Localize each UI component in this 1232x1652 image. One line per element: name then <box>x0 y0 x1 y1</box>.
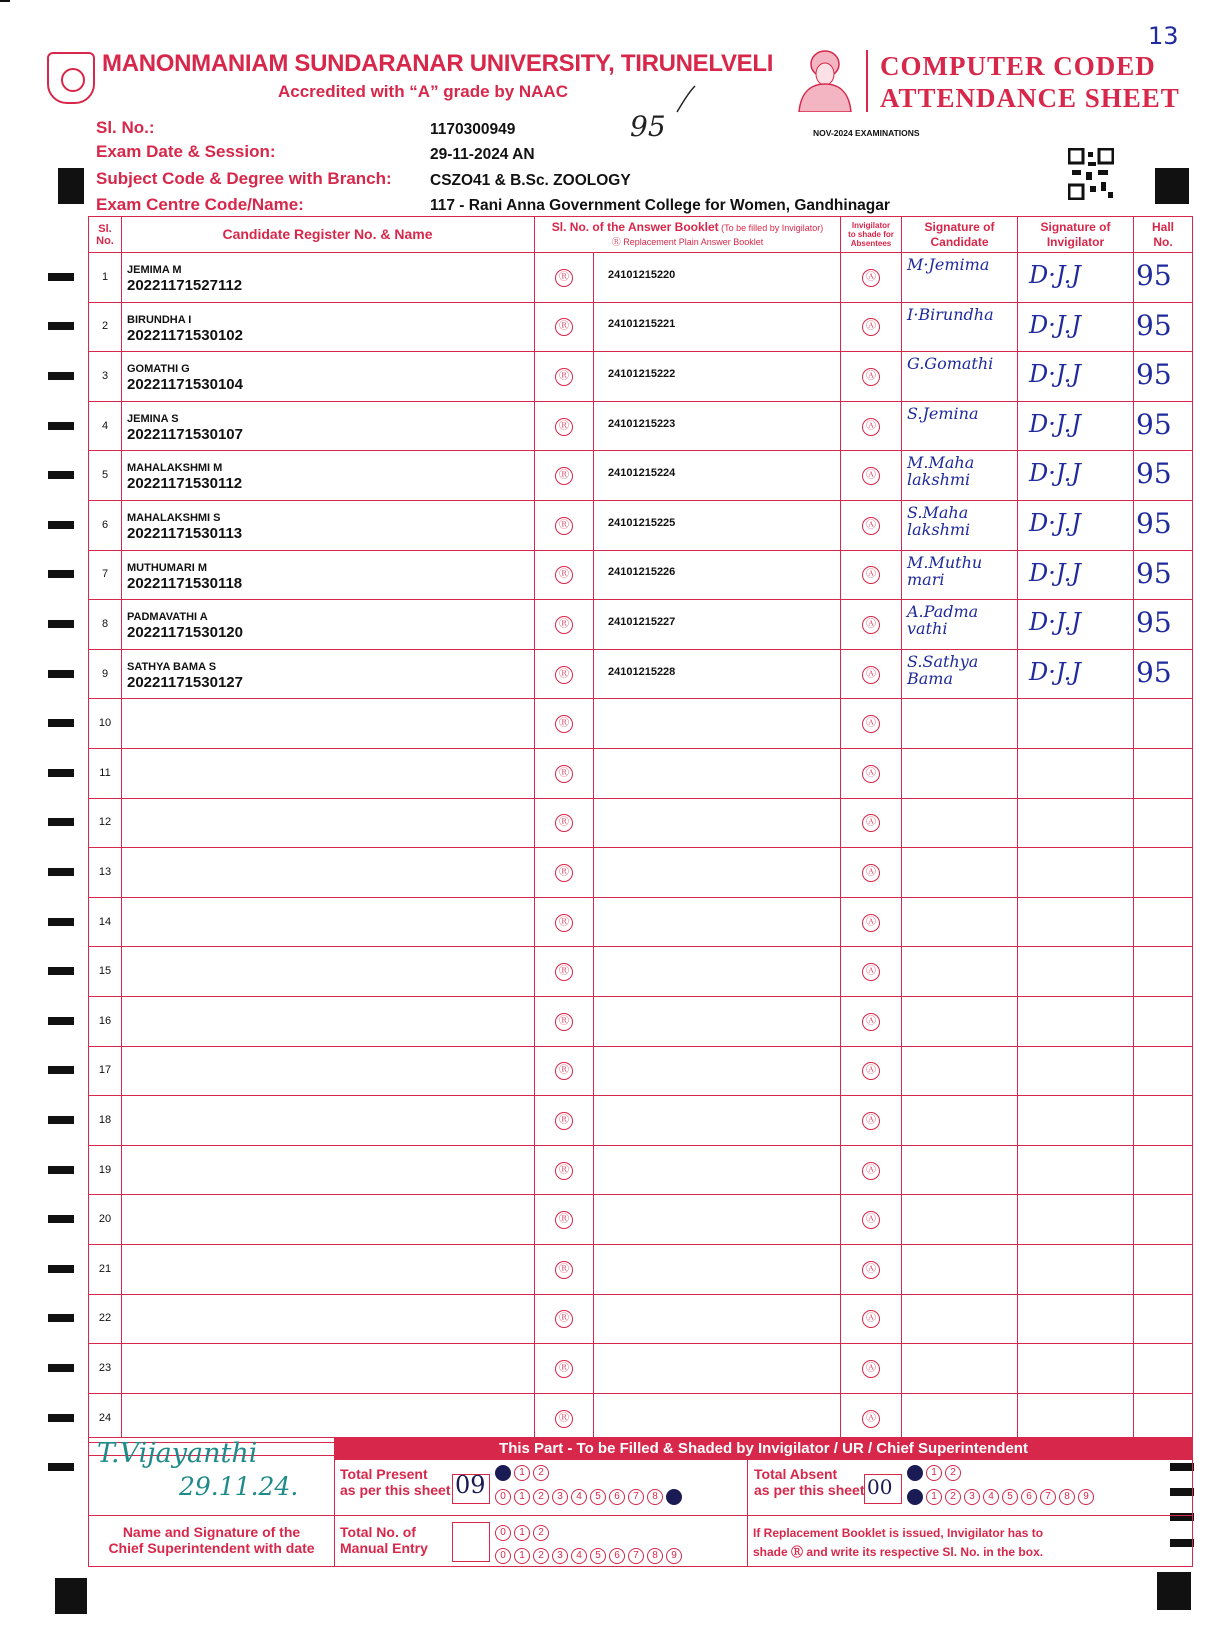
table-row <box>89 253 1192 303</box>
digit-bubble[interactable]: 9 <box>1078 1489 1094 1505</box>
hall-number: 95 <box>1136 308 1172 342</box>
candidate-name: MAHALAKSHMI M <box>127 462 223 475</box>
total-present-units[interactable] <box>495 1486 685 1505</box>
answer-booklet-no: 24101215224 <box>608 467 676 480</box>
table-row <box>89 1146 1192 1196</box>
exam-session-note: NOV-2024 EXAMINATIONS <box>813 128 920 138</box>
timing-mark <box>48 1265 74 1273</box>
table-row <box>89 898 1192 948</box>
row-sl-no: 19 <box>98 1163 112 1176</box>
replacement-note <box>753 1524 1043 1562</box>
handwritten-page-number: 13 <box>1148 22 1179 50</box>
centre-label: Exam Centre Code/Name: <box>96 195 304 214</box>
header-hall-no <box>1134 217 1192 252</box>
absent-bubble[interactable]: Ⓐ <box>862 1261 880 1279</box>
manual-entry-tens[interactable] <box>495 1522 552 1541</box>
table-row <box>89 997 1192 1047</box>
digit-bubble[interactable]: 4 <box>571 1548 587 1564</box>
hall-number: 95 <box>1136 358 1172 392</box>
total-absent-line1: Total Absent <box>754 1466 838 1482</box>
digit-bubble[interactable]: 6 <box>609 1548 625 1564</box>
absent-bubble[interactable]: Ⓐ <box>862 715 880 733</box>
timing-mark <box>48 1364 74 1372</box>
table-row <box>89 947 1192 997</box>
candidate-signature: M·Jemima <box>907 255 990 274</box>
replacement-bubble[interactable]: Ⓡ <box>555 1360 573 1378</box>
absent-bubble[interactable]: Ⓐ <box>862 765 880 783</box>
digit-bubble[interactable]: 1 <box>514 1489 530 1505</box>
sheet-title <box>880 50 1180 114</box>
footer-divider <box>334 1438 335 1566</box>
digit-bubble[interactable]: 2 <box>945 1465 961 1481</box>
row-sl-no: 23 <box>98 1361 112 1374</box>
digit-bubble[interactable]: 6 <box>609 1489 625 1505</box>
timing-mark <box>48 620 74 628</box>
digit-bubble[interactable]: 3 <box>964 1489 980 1505</box>
answer-booklet-no: 24101215222 <box>608 367 676 380</box>
header-sig-candidate-line1: Signature of <box>924 219 995 234</box>
candidate-signature: S.Maha lakshmi <box>907 503 971 539</box>
replacement-bubble[interactable]: Ⓡ <box>555 963 573 981</box>
invigilator-signature: D·J.J <box>1029 261 1081 289</box>
sl-no-label: Sl. No.: <box>96 118 155 137</box>
invigilator-signature: D·J.J <box>1029 509 1081 537</box>
candidate-signature: A.Padma vathi <box>907 602 979 639</box>
header-candidate-label: Candidate Register No. & Name <box>222 226 433 242</box>
invigilator-signature: D·J.J <box>1029 310 1081 339</box>
total-absent-units[interactable] <box>907 1486 1097 1505</box>
candidate-signature: S.Sathya Bama <box>907 651 979 688</box>
header-absentees-line2: to shade for <box>848 230 894 239</box>
header-absentees-line3: Absentees <box>850 239 892 248</box>
answer-booklet-no: 24101215227 <box>608 615 676 628</box>
footer-section <box>88 1437 1193 1567</box>
row-sl-no: 13 <box>98 865 112 878</box>
table-row <box>89 402 1192 452</box>
absent-bubble[interactable]: Ⓐ <box>862 418 880 436</box>
header-absentees <box>841 217 901 252</box>
header-sig-invigilator <box>1018 217 1133 252</box>
header-sl-line2: No. <box>96 234 114 247</box>
subject-value: CSZO41 & B.Sc. ZOOLOGY <box>430 172 631 189</box>
digit-bubble[interactable]: 7 <box>628 1489 644 1505</box>
row-sl-no: 11 <box>99 766 111 779</box>
header-hall-line2: No. <box>1153 234 1173 249</box>
candidate-register-no: 20221171530120 <box>127 624 243 642</box>
header-sig-invigilator-line1: Signature of <box>1040 219 1111 234</box>
header-sig-candidate <box>902 217 1017 252</box>
replacement-bubble[interactable]: Ⓡ <box>555 814 573 832</box>
row-sl-no: 4 <box>101 419 109 432</box>
candidate-name: GOMATHI G <box>127 363 190 376</box>
manual-entry-units[interactable] <box>495 1545 685 1564</box>
absent-bubble[interactable]: Ⓐ <box>862 1360 880 1378</box>
digit-bubble[interactable]: 3 <box>552 1489 568 1505</box>
invigilator-signature: D·J.J <box>1029 608 1081 637</box>
table-row <box>89 1047 1192 1097</box>
header-sig-invigilator-line2: Invigilator <box>1046 234 1105 249</box>
timing-mark <box>48 1066 74 1074</box>
replacement-bubble[interactable]: Ⓡ <box>555 1410 573 1428</box>
total-present-tens[interactable] <box>495 1462 552 1481</box>
header-booklet-sub: Ⓡ Replacement Plain Answer Booklet <box>611 237 764 247</box>
row-sl-no: 6 <box>101 518 109 531</box>
timing-mark <box>48 1116 74 1124</box>
candidate-name: BIRUNDHA I <box>127 313 192 326</box>
answer-booklet-no: 24101215221 <box>608 318 676 331</box>
table-row <box>89 1295 1192 1345</box>
absent-bubble[interactable]: Ⓐ <box>862 914 880 932</box>
table-row <box>89 501 1192 551</box>
digit-bubble[interactable]: 0 <box>907 1489 923 1505</box>
invigilator-signature: D·J.J <box>1029 360 1081 389</box>
absent-bubble[interactable]: Ⓐ <box>862 1310 880 1328</box>
timing-mark-bottom-left <box>55 1578 87 1614</box>
replacement-bubble[interactable]: Ⓡ <box>555 1112 573 1130</box>
timing-mark <box>48 1314 74 1322</box>
replacement-bubble[interactable]: Ⓡ <box>555 1261 573 1279</box>
absent-bubble[interactable]: Ⓐ <box>862 963 880 981</box>
row-sl-no: 20 <box>98 1213 112 1226</box>
table-row <box>89 352 1192 402</box>
university-logo <box>47 52 95 104</box>
timing-mark <box>48 570 74 578</box>
replacement-bubble[interactable]: Ⓡ <box>555 1162 573 1180</box>
sheet-title-line2: ATTENDANCE SHEET <box>880 83 1180 113</box>
header-sl-no <box>89 217 121 252</box>
invigilator-signature: D·J.J <box>1029 459 1081 488</box>
candidate-name: SATHYA BAMA S <box>127 660 217 673</box>
row-sl-no: 9 <box>101 667 109 680</box>
digit-bubble[interactable]: 0 <box>907 1465 923 1481</box>
digit-bubble[interactable]: 2 <box>533 1525 549 1541</box>
absent-bubble[interactable]: Ⓐ <box>862 1062 880 1080</box>
replacement-bubble[interactable]: Ⓡ <box>555 517 573 535</box>
timing-mark <box>48 1463 74 1471</box>
timing-mark <box>48 372 74 380</box>
replacement-bubble[interactable]: Ⓡ <box>555 566 573 584</box>
digit-bubble[interactable]: 7 <box>628 1548 644 1564</box>
digit-bubble[interactable]: 5 <box>1002 1489 1018 1505</box>
candidate-name: JEMINA S <box>127 412 179 425</box>
candidate-register-no: 20221171530104 <box>127 376 243 394</box>
digit-bubble[interactable]: 2 <box>533 1465 549 1481</box>
candidate-register-no: 20221171530107 <box>127 425 243 443</box>
absent-bubble[interactable]: Ⓐ <box>862 616 880 634</box>
qr-code <box>1068 148 1114 200</box>
digit-bubble[interactable]: 5 <box>590 1489 606 1505</box>
replacement-note-line2: shade Ⓡ and write its respective Sl. No. in the box. <box>753 1545 1044 1559</box>
superintendent-label-line1: Name and Signature of the <box>122 1524 301 1540</box>
absent-bubble[interactable]: Ⓐ <box>862 864 880 882</box>
exam-date-label: Exam Date & Session: <box>96 142 276 161</box>
replacement-note-line1: If Replacement Booklet is issued, Invigilator has to <box>753 1526 1044 1540</box>
table-row <box>89 848 1192 898</box>
sheet-title-line1: COMPUTER CODED <box>880 51 1156 81</box>
answer-booklet-no: 24101215220 <box>608 268 676 281</box>
row-sl-no: 1 <box>101 270 109 283</box>
total-absent-value: 00 <box>867 1475 893 1499</box>
absent-bubble[interactable]: Ⓐ <box>862 1013 880 1031</box>
timing-mark <box>48 670 74 678</box>
hall-number: 95 <box>1136 655 1172 689</box>
candidate-signature: M.Muthu mari <box>907 552 983 589</box>
digit-bubble[interactable]: 8 <box>647 1548 663 1564</box>
replacement-bubble[interactable]: Ⓡ <box>555 467 573 485</box>
replacement-bubble[interactable]: Ⓡ <box>555 666 573 684</box>
row-sl-no: 3 <box>101 369 109 382</box>
digit-bubble[interactable]: 0 <box>495 1525 511 1541</box>
digit-bubble[interactable]: 8 <box>647 1489 663 1505</box>
answer-booklet-no: 24101215226 <box>608 566 676 579</box>
digit-bubble[interactable]: 4 <box>983 1489 999 1505</box>
superintendent-label-line2: Chief Superintendent with date <box>108 1540 315 1556</box>
header-hall-line1: Hall <box>1151 219 1174 234</box>
total-present-value: 09 <box>455 1471 486 1499</box>
absent-bubble[interactable]: Ⓐ <box>862 269 880 287</box>
absent-bubble[interactable]: Ⓐ <box>862 666 880 684</box>
absent-bubble[interactable]: Ⓐ <box>862 1162 880 1180</box>
table-row <box>89 303 1192 353</box>
manual-entry-line1: Total No. of <box>340 1524 416 1540</box>
hall-number: 95 <box>1136 407 1172 441</box>
title-divider <box>866 50 868 112</box>
header-booklet-label: Sl. No. of the Answer Booklet <box>551 220 719 234</box>
table-row <box>89 799 1192 849</box>
superintendent-label <box>89 1524 334 1556</box>
digit-bubble[interactable]: 0 <box>495 1489 511 1505</box>
timing-mark <box>48 769 74 777</box>
header-candidate <box>121 217 534 252</box>
digit-bubble[interactable]: 4 <box>571 1489 587 1505</box>
row-sl-no: 17 <box>98 1064 112 1077</box>
table-row <box>89 1195 1192 1245</box>
absent-bubble[interactable]: Ⓐ <box>862 1112 880 1130</box>
timing-mark <box>48 471 74 479</box>
absent-bubble[interactable]: Ⓐ <box>862 467 880 485</box>
manual-entry-label <box>340 1524 428 1556</box>
absent-bubble[interactable]: Ⓐ <box>862 368 880 386</box>
digit-bubble[interactable]: 2 <box>533 1548 549 1564</box>
timing-mark <box>48 1017 74 1025</box>
absent-bubble[interactable]: Ⓐ <box>862 318 880 336</box>
table-row <box>89 650 1192 700</box>
header-booklet-line1 <box>552 220 823 235</box>
digit-bubble[interactable]: 1 <box>926 1489 942 1505</box>
row-sl-no: 7 <box>101 568 109 581</box>
timing-mark-right-large <box>1155 168 1189 204</box>
timing-mark <box>48 918 74 926</box>
row-sl-no: 22 <box>98 1312 112 1325</box>
hall-number: 95 <box>1136 507 1172 540</box>
total-present-label <box>340 1466 451 1498</box>
row-sl-no: 2 <box>101 320 109 333</box>
invigilator-signature: D·J.J <box>1029 657 1081 686</box>
table-row <box>89 749 1192 799</box>
replacement-bubble[interactable]: Ⓡ <box>555 1062 573 1080</box>
table-row <box>89 699 1192 749</box>
digit-bubble[interactable]: 0 <box>495 1548 511 1564</box>
attendance-table <box>88 216 1193 1456</box>
replacement-bubble[interactable]: Ⓡ <box>555 765 573 783</box>
header-booklet <box>535 217 840 252</box>
row-sl-no: 8 <box>101 617 109 630</box>
absent-bubble[interactable]: Ⓐ <box>862 1211 880 1229</box>
table-row <box>89 1096 1192 1146</box>
timing-mark-bottom-right <box>1157 1572 1191 1610</box>
table-row <box>89 451 1192 501</box>
total-present-line1: Total Present <box>340 1466 428 1482</box>
footer-banner: This Part - To be Filled & Shaded by Invigilator / UR / Chief Superintendent <box>335 1438 1192 1460</box>
row-sl-no: 15 <box>98 965 112 978</box>
table-row <box>89 551 1192 601</box>
accreditation-text: Accredited with “A” grade by NAAC <box>278 82 568 101</box>
footer-divider <box>747 1460 748 1566</box>
digit-bubble[interactable]: 1 <box>514 1548 530 1564</box>
total-absent-line2: as per this sheet <box>754 1482 865 1498</box>
table-row <box>89 1344 1192 1394</box>
invigilator-signature: D·J.J <box>1029 558 1081 587</box>
founder-portrait <box>795 46 855 112</box>
candidate-name: JEMIMA M <box>127 264 182 276</box>
digit-bubble[interactable]: 5 <box>590 1548 606 1564</box>
digit-bubble[interactable]: 8 <box>1059 1489 1075 1505</box>
table-row <box>89 600 1192 650</box>
timing-mark <box>48 521 74 529</box>
replacement-bubble[interactable]: Ⓡ <box>555 368 573 386</box>
superintendent-signature: T.Vijayanthi <box>97 1438 258 1469</box>
absent-bubble[interactable]: Ⓐ <box>862 566 880 584</box>
timing-mark <box>48 322 74 330</box>
row-sl-no: 24 <box>98 1411 112 1424</box>
candidate-signature: S.Jemina <box>907 403 979 423</box>
row-sl-no: 16 <box>98 1014 112 1027</box>
row-sl-no: 10 <box>98 717 112 730</box>
manual-entry-box[interactable] <box>452 1522 490 1562</box>
digit-bubble[interactable]: 7 <box>1040 1489 1056 1505</box>
handwritten-hall-number: 95 <box>630 110 666 143</box>
hall-number: 95 <box>1136 556 1172 590</box>
timing-mark <box>48 818 74 826</box>
absent-bubble[interactable]: Ⓐ <box>862 517 880 535</box>
digit-bubble[interactable]: 2 <box>533 1489 549 1505</box>
row-sl-no: 5 <box>101 469 109 482</box>
digit-bubble[interactable]: 9 <box>666 1489 682 1505</box>
digit-bubble[interactable]: 6 <box>1021 1489 1037 1505</box>
superintendent-date: 29.11.24. <box>179 1472 299 1501</box>
candidate-name: MUTHUMARI M <box>127 561 208 574</box>
digit-bubble[interactable]: 2 <box>945 1489 961 1505</box>
row-sl-no: 21 <box>98 1262 112 1275</box>
timing-mark <box>48 1215 74 1223</box>
hall-number: 95 <box>1136 457 1172 491</box>
answer-booklet-no: 24101215225 <box>608 516 676 529</box>
candidate-register-no: 20221171530118 <box>127 574 243 592</box>
row-sl-no: 18 <box>98 1113 112 1126</box>
timing-mark <box>48 719 74 727</box>
invigilator-signature: D·J.J <box>1029 409 1081 438</box>
replacement-bubble[interactable]: Ⓡ <box>555 1013 573 1031</box>
absent-bubble[interactable]: Ⓐ <box>862 814 880 832</box>
replacement-bubble[interactable]: Ⓡ <box>555 864 573 882</box>
timing-mark <box>48 967 74 975</box>
replacement-bubble[interactable]: Ⓡ <box>555 616 573 634</box>
timing-mark <box>48 422 74 430</box>
answer-booklet-no: 24101215228 <box>608 665 676 678</box>
timing-mark <box>48 868 74 876</box>
candidate-signature: G.Gomathi <box>907 354 994 374</box>
exam-date-value: 29-11-2024 AN <box>430 146 535 163</box>
digit-bubble[interactable]: 0 <box>495 1465 511 1481</box>
replacement-bubble[interactable]: Ⓡ <box>555 269 573 287</box>
timing-mark <box>48 1414 74 1422</box>
corner-mark <box>0 0 10 2</box>
total-present-line2: as per this sheet <box>340 1482 451 1498</box>
digit-bubble[interactable]: 9 <box>666 1548 682 1564</box>
candidate-signature: I·Birundha <box>907 304 994 324</box>
header-booklet-fill: (To be filled by Invigilator) <box>718 223 824 233</box>
header-sl-line1: Sl. <box>98 222 112 235</box>
candidate-name: PADMAVATHI A <box>127 611 208 624</box>
hall-number: 95 <box>1136 606 1172 640</box>
footer-divider <box>89 1515 1192 1516</box>
total-absent-tens[interactable] <box>907 1462 964 1481</box>
sl-no-value: 1170300949 <box>430 121 516 138</box>
header-absentees-line1: Invigilator <box>851 221 891 230</box>
table-row <box>89 1394 1192 1444</box>
manual-entry-line2: Manual Entry <box>340 1540 428 1556</box>
candidate-register-no: 20221171527112 <box>127 277 243 294</box>
replacement-bubble[interactable]: Ⓡ <box>555 1211 573 1229</box>
timing-mark-left-large <box>58 168 84 204</box>
candidate-signature: M.Maha lakshmi <box>907 453 975 490</box>
candidate-name: MAHALAKSHMI S <box>127 512 221 524</box>
answer-booklet-no: 24101215223 <box>608 417 676 430</box>
candidate-register-no: 20221171530102 <box>127 326 243 344</box>
hall-number: 95 <box>1136 259 1172 292</box>
replacement-bubble[interactable]: Ⓡ <box>555 914 573 932</box>
replacement-bubble[interactable]: Ⓡ <box>555 318 573 336</box>
university-name: MANONMANIAM SUNDARANAR UNIVERSITY, TIRUNELVELI <box>102 50 774 77</box>
candidate-register-no: 20221171530127 <box>127 673 243 691</box>
digit-bubble[interactable]: 3 <box>552 1548 568 1564</box>
subject-label: Subject Code & Degree with Branch: <box>96 169 392 188</box>
timing-mark <box>48 273 74 281</box>
digit-bubble[interactable]: 1 <box>514 1525 530 1541</box>
total-absent-label <box>754 1466 865 1498</box>
digit-bubble[interactable]: 1 <box>514 1465 530 1481</box>
digit-bubble[interactable]: 1 <box>926 1465 942 1481</box>
candidate-register-no: 20221171530113 <box>127 525 243 542</box>
table-row <box>89 1245 1192 1295</box>
candidate-register-no: 20221171530112 <box>127 475 243 493</box>
replacement-bubble[interactable]: Ⓡ <box>555 1310 573 1328</box>
row-sl-no: 14 <box>98 915 112 928</box>
row-sl-no: 12 <box>98 816 112 829</box>
replacement-bubble[interactable]: Ⓡ <box>555 418 573 436</box>
header-sig-candidate-line2: Candidate <box>930 234 989 249</box>
replacement-bubble[interactable]: Ⓡ <box>555 715 573 733</box>
timing-mark <box>48 1166 74 1174</box>
absent-bubble[interactable]: Ⓐ <box>862 1410 880 1428</box>
handwritten-tick <box>675 84 697 114</box>
centre-value: 117 - Rani Anna Government College for Women, Gandhinagar <box>430 197 890 214</box>
